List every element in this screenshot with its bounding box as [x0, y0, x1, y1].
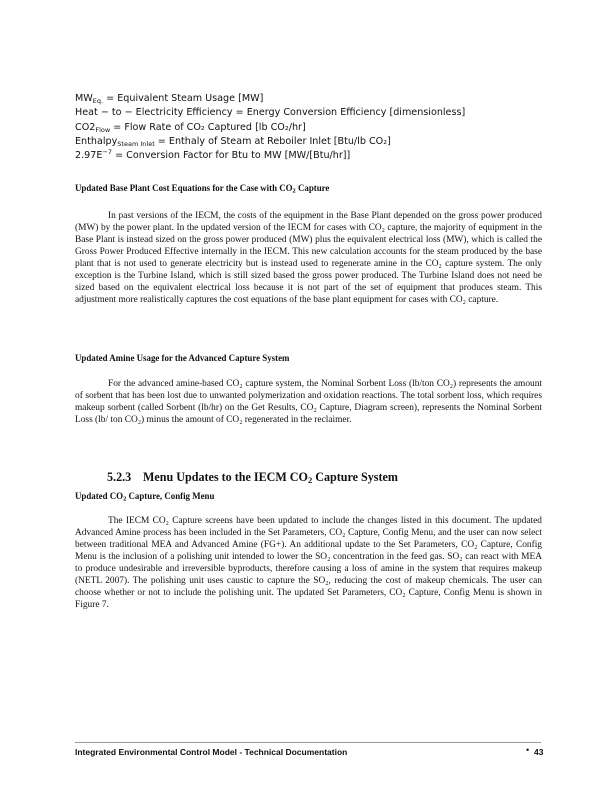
- definition-heat-to-electricity: Heat − to − Electricity Efficiency = Energy Conversion Efficiency [dimensionless]: [75, 107, 466, 119]
- base-plant-paragraph: In past versions of the IECM, the costs of the equipment in the Base Plant depended on the gross power produced (MW) by the power plant. In the updated version of the IECM for cases with CO₂ capture, the majority of equipment in the Base Plant is instead sized on the gross power produced (MW) plus the equivalent electrical loss (MW), which is called the Gross Power Produced Effective internally in the IECM. This new calculation accounts for the steam produced by the base plant that is not used to generate electricity but is instead used to regenerate amine in the CO₂ capture system. The only exception is the Turbine Island, which is still sized based the gross power produced. The Turbine Island does not need be sized based on the equivalent electrical loss because it is not part of the set of equipment that produces steam. This adjustment more realistically captures the cost equations of the base plant equipment for cases with CO₂ capture.: [75, 211, 542, 306]
- section-heading: 5.2.3 Menu Updates to the IECM $CO_2$ Capture System: [107, 470, 398, 485]
- base-plant-heading: Updated Base Plant Cost Equations for the Case with $CO_2$ Capture: [75, 183, 330, 195]
- footer-divider: [75, 742, 541, 743]
- definition-conversion-factor: $2.97E^{-7}$ = Conversion Factor for Btu to MW [MW/[Btu/hr]]: [75, 148, 351, 162]
- footer-title: Integrated Environmental Control Model - Technical Documentation: [75, 747, 348, 757]
- definition-mw-eq: $MW_{Eq.}$ = Equivalent Steam Usage [MW]: [75, 93, 264, 105]
- definition-co2-flow: $CO2_{Flow}$ = Flow Rate of CO₂ Captured [lb CO₂/hr]: [75, 121, 306, 134]
- config-heading: Updated $CO_2$ Capture, Config Menu: [75, 491, 215, 503]
- equation-definitions: [75, 92, 545, 163]
- definition-enthalpy: Enthalpy$_{Steam Inlet}$ = Enthaly of Steam at Reboiler Inlet [Btu/lb CO₂]: [75, 135, 391, 148]
- amine-heading: Updated Amine Usage for the Advanced Capture System: [75, 353, 290, 363]
- page-number: 43: [534, 747, 544, 757]
- footer-bullet-icon: •: [526, 745, 530, 755]
- config-paragraph: The IECM CO₂ Capture screens have been updated to include the changes listed in this document. The updated Advanced Amine process has been included in the Set Parameters, CO₂ Capture, Config Menu, and the user can now select between traditional MEA and Advanced Amine (FG+). An additional update to the Set Parameters, CO₂ Capture, Config Menu is the inclusion of a polishing unit intended to lower the SO₂ concentration in the feed gas. SO₂ can react with MEA to produce undesirable and irreversible byproducts, therefore causing a loss of amine in the system that requires makeup (NETL 2007). The polishing unit uses caustic to capture the SO₂, reducing the cost of makeup chemicals. The user can choose whether or not to include the polishing unit. The updated Set Parameters, CO₂ Capture, Config Menu is shown in Figure 7.: [75, 516, 542, 611]
- amine-paragraph: For the advanced amine-based CO₂ capture system, the Nominal Sorbent Loss (lb/ton CO₂) represents the amount of sorbent that has been lost due to unwanted polymerization and oxidation reactions. The total sorbent loss, which requires makeup sorbent (called Sorbent (lb/hr) on the Get Results, CO₂ Capture, Diagram screen), represents the Nominal Sorbent Loss (lb/ ton CO₂) minus the amount of CO₂ regenerated in the reclaimer.: [75, 379, 542, 426]
